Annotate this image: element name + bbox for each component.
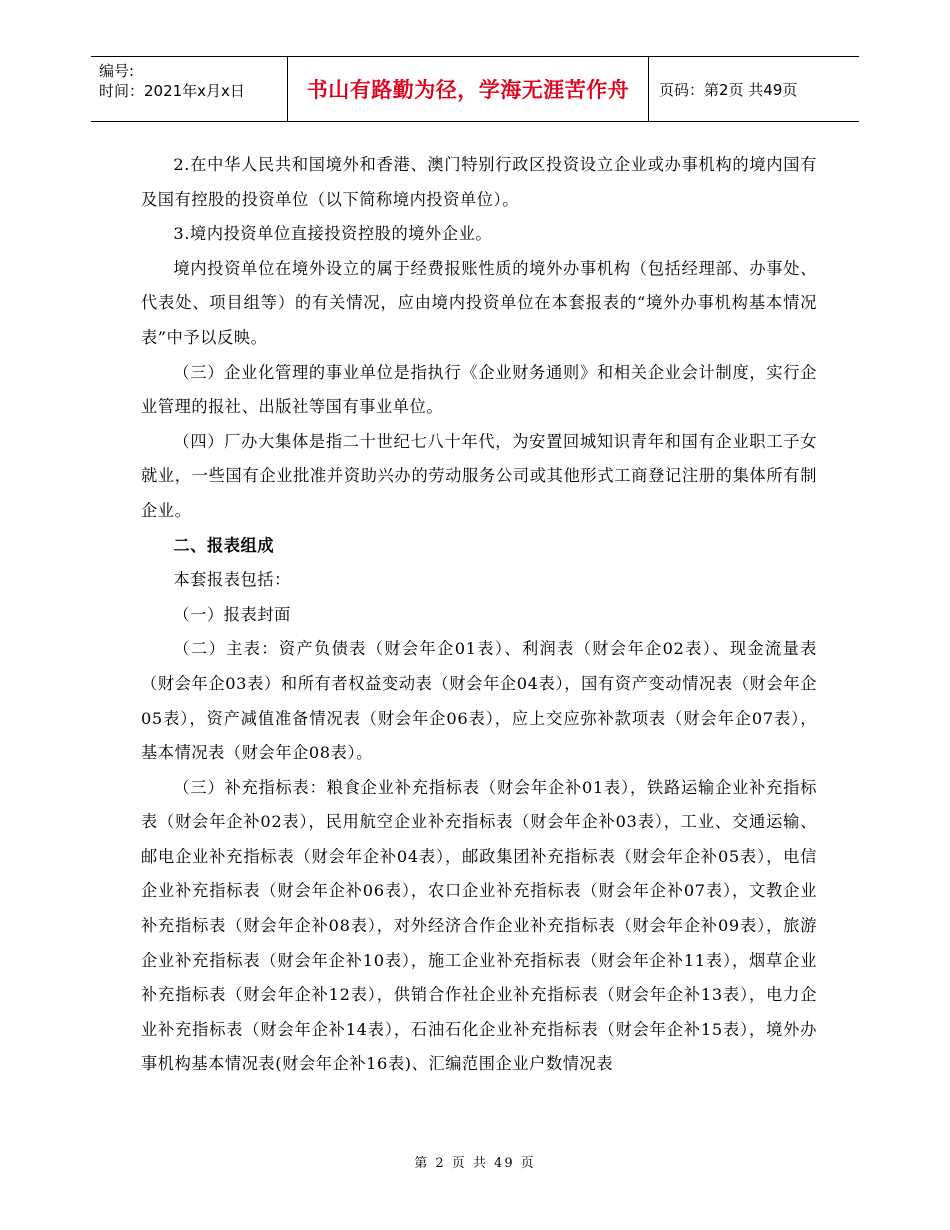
paragraph: 2.在中华人民共和国境外和香港、澳门特别行政区投资设立企业或办事机构的境内国有及国有控股的投资单位（以下简称境内投资单位）。 [141, 155, 817, 209]
paragraph: 3.境内投资单位直接投资控股的境外企业。 [173, 224, 493, 244]
paragraph: （四）厂办大集体是指二十世纪七八十年代，为安置回城知识青年和国有企业职工子女就业，一些国有企业批准并资助兴办的劳动服务公司或其他形式工商登记注册的集体所有制企业。 [141, 431, 817, 520]
header-page-info: 页码：第2页 共49页 [659, 80, 798, 99]
section-heading: 二、报表组成 [173, 535, 275, 555]
paragraph: 本套报表包括： [173, 570, 291, 590]
header-meta [91, 57, 287, 121]
paragraph: （三）补充指标表：粮食企业补充指标表（财会年企补01表），铁路运输企业补充指标表（财会年企补02表），民用航空企业补充指标表（财会年企补03表），工业、交通运输、邮电企业补充指标表（财会年企补04表），邮政集团补充指标表（财会年企补05表），电信企业补充指标表（财会年企补06表），农口企业补充指标表（财会年企补07表），文教企业补充指标表（财会年企补08表），对外经济合作企业补充指标表（财会年企补09表），旅游企业补充指标表（财会年企补10表），施工企业补充指标表（财会年企补11表），烟草企业补充指标表（财会年企补12表），供销合作社企业补充指标表（财会年企补13表），电力企业补充指标表（财会年企补14表），石油石化企业补充指标表（财会年企补15表），境外办事机构基本情况表(财会年企补16表)、汇编范围企业户数情况表 [141, 777, 817, 1074]
time-label: 时间：2021年x月x日 [99, 82, 245, 100]
number-label: 编号: [99, 62, 135, 80]
paragraph: （三）企业化管理的事业单位是指执行《企业财务通则》和相关企业会计制度，实行企业管理的报社、出版社等国有事业单位。 [141, 362, 817, 417]
page-header [91, 56, 859, 122]
header-motto: 书山有路勤为径，学海无涯苦作舟 [287, 57, 649, 121]
paragraph: 境内投资单位在境外设立的属于经费报账性质的境外办事机构（包括经理部、办事处、代表处、项目组等）的有关情况，应由境内投资单位在本套报表的“境外办事机构基本情况表”中予以反映。 [141, 258, 817, 347]
paragraph: （一）报表封面 [173, 604, 291, 624]
paragraph: （二）主表：资产负债表（财会年企01表）、利润表（财会年企02表）、现金流量表（财会年企03表）和所有者权益变动表（财会年企04表），国有资产变动情况表（财会年企05表），资产减值准备情况表（财会年企06表），应上交应弥补款项表（财会年企07表），基本情况表（财会年企08表）。 [141, 639, 817, 763]
page-footer: 第 2 页 共 49 页 [414, 1156, 536, 1171]
document-body [141, 148, 817, 1082]
